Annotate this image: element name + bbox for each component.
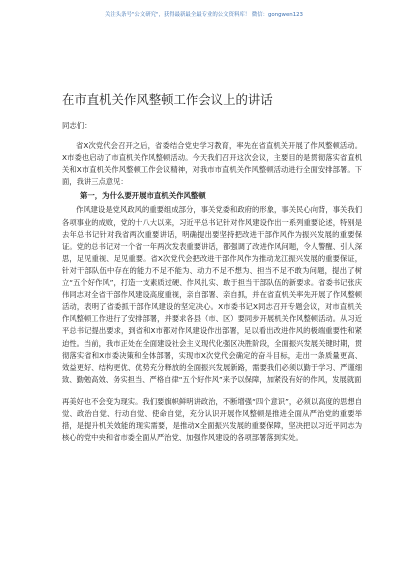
top-banner: 关注头条号"公文研究"，获得最新最全最专业的公文资料库！ 微信：gongwen123 bbox=[105, 12, 303, 18]
page-gap bbox=[62, 386, 362, 396]
paragraph-1: 省X次党代会召开之后，省委结合党史学习教育，率先在省直机关开展了作风整顿活动。X市委也启动了市直机关作风整顿活动。今天我们召开这次会议，主要目的是贯彻落实省直机关和X市直机关作风整顿工作会议精神，对我市市直机关作风整顿活动进行全面安排部署。下面，我讲三点意见： bbox=[62, 141, 362, 187]
document-title: 在市直机关作风整顿工作会议上的讲话 bbox=[62, 92, 273, 107]
section-heading-1: 第一，为什么要开展市直机关作风整顿 bbox=[80, 191, 206, 201]
document-page bbox=[62, 92, 362, 444]
salutation: 同志们： bbox=[62, 121, 92, 130]
paragraph-2: 作风建设是党风政风的重要组成部分，事关党委和政府的形象，事关民心向背，事关我们各项事业的成败，党的十八大以来，习近平总书记针对作风建设作出一系列重要论述，特别是去年总书记针对我省两次重要讲话，明确提出要坚持把改进干部作风作为振兴发展的重要保证。党的总书记对一个省一年两次发表重要讲话，都强调了改进作风问题，令人警醒、引人深思，足见重视、足见重要。省X次党代会把改进干部作风作为推动龙江振兴发展的重要保证，针对干部队伍中存在的能力不足不能为、动力不足不想为、担当不足不敢为问题，提出了树立“五个好作风”，打造一支素质过硬、作风扎实、敢于担当干部队伍的新要求。省委书记张庆伟同志对全省干部作风建设高度重视，亲自部署、亲自抓，并在省直机关率先开展了作风整顿活动，表明了省委抓干部作风建设的坚定决心。X市委书记X同志召开专题会议，对市直机关作风整顿工作进行了安排部署，并要求各县（市、区）要同步开展机关作风整顿活动。从习近平总书记提出要求，到省和X市都对作风建设作出部署，足以看出改进作风的极端重要性和紧迫性。当前，我市正处在全面建设社会主义现代化强区决胜阶段，全面振兴发展关键时期，贯彻落实省和X市委决策和全体部署，实现市X次党代会确定的奋斗目标，走出一条质量更高、效益更好、结构更优、优势充分释放的全面振兴发展新路，需要我们必须以勤于学习、严谨细致、勤勉高效、务实担当、严格自律“五个好作风”来予以保障，加紧没有好的作风，发展就面 bbox=[62, 205, 362, 384]
paragraph-3: 再美好也不会变为现实。我们要旗帜鲜明讲政治，不断增强“四个意识”，必须以高度的思想自觉、政治自觉、行动自觉、使命自觉，充分认识开展作风整顿是推进全面从严治党的重要举措，是提升机关效能的现实需要，是推动X全面振兴发展的重要保障，坚决把以习近平同志为核心的党中央和省市委全面从严治党、加强作风建设的各项部署落到实处。 bbox=[62, 396, 362, 443]
